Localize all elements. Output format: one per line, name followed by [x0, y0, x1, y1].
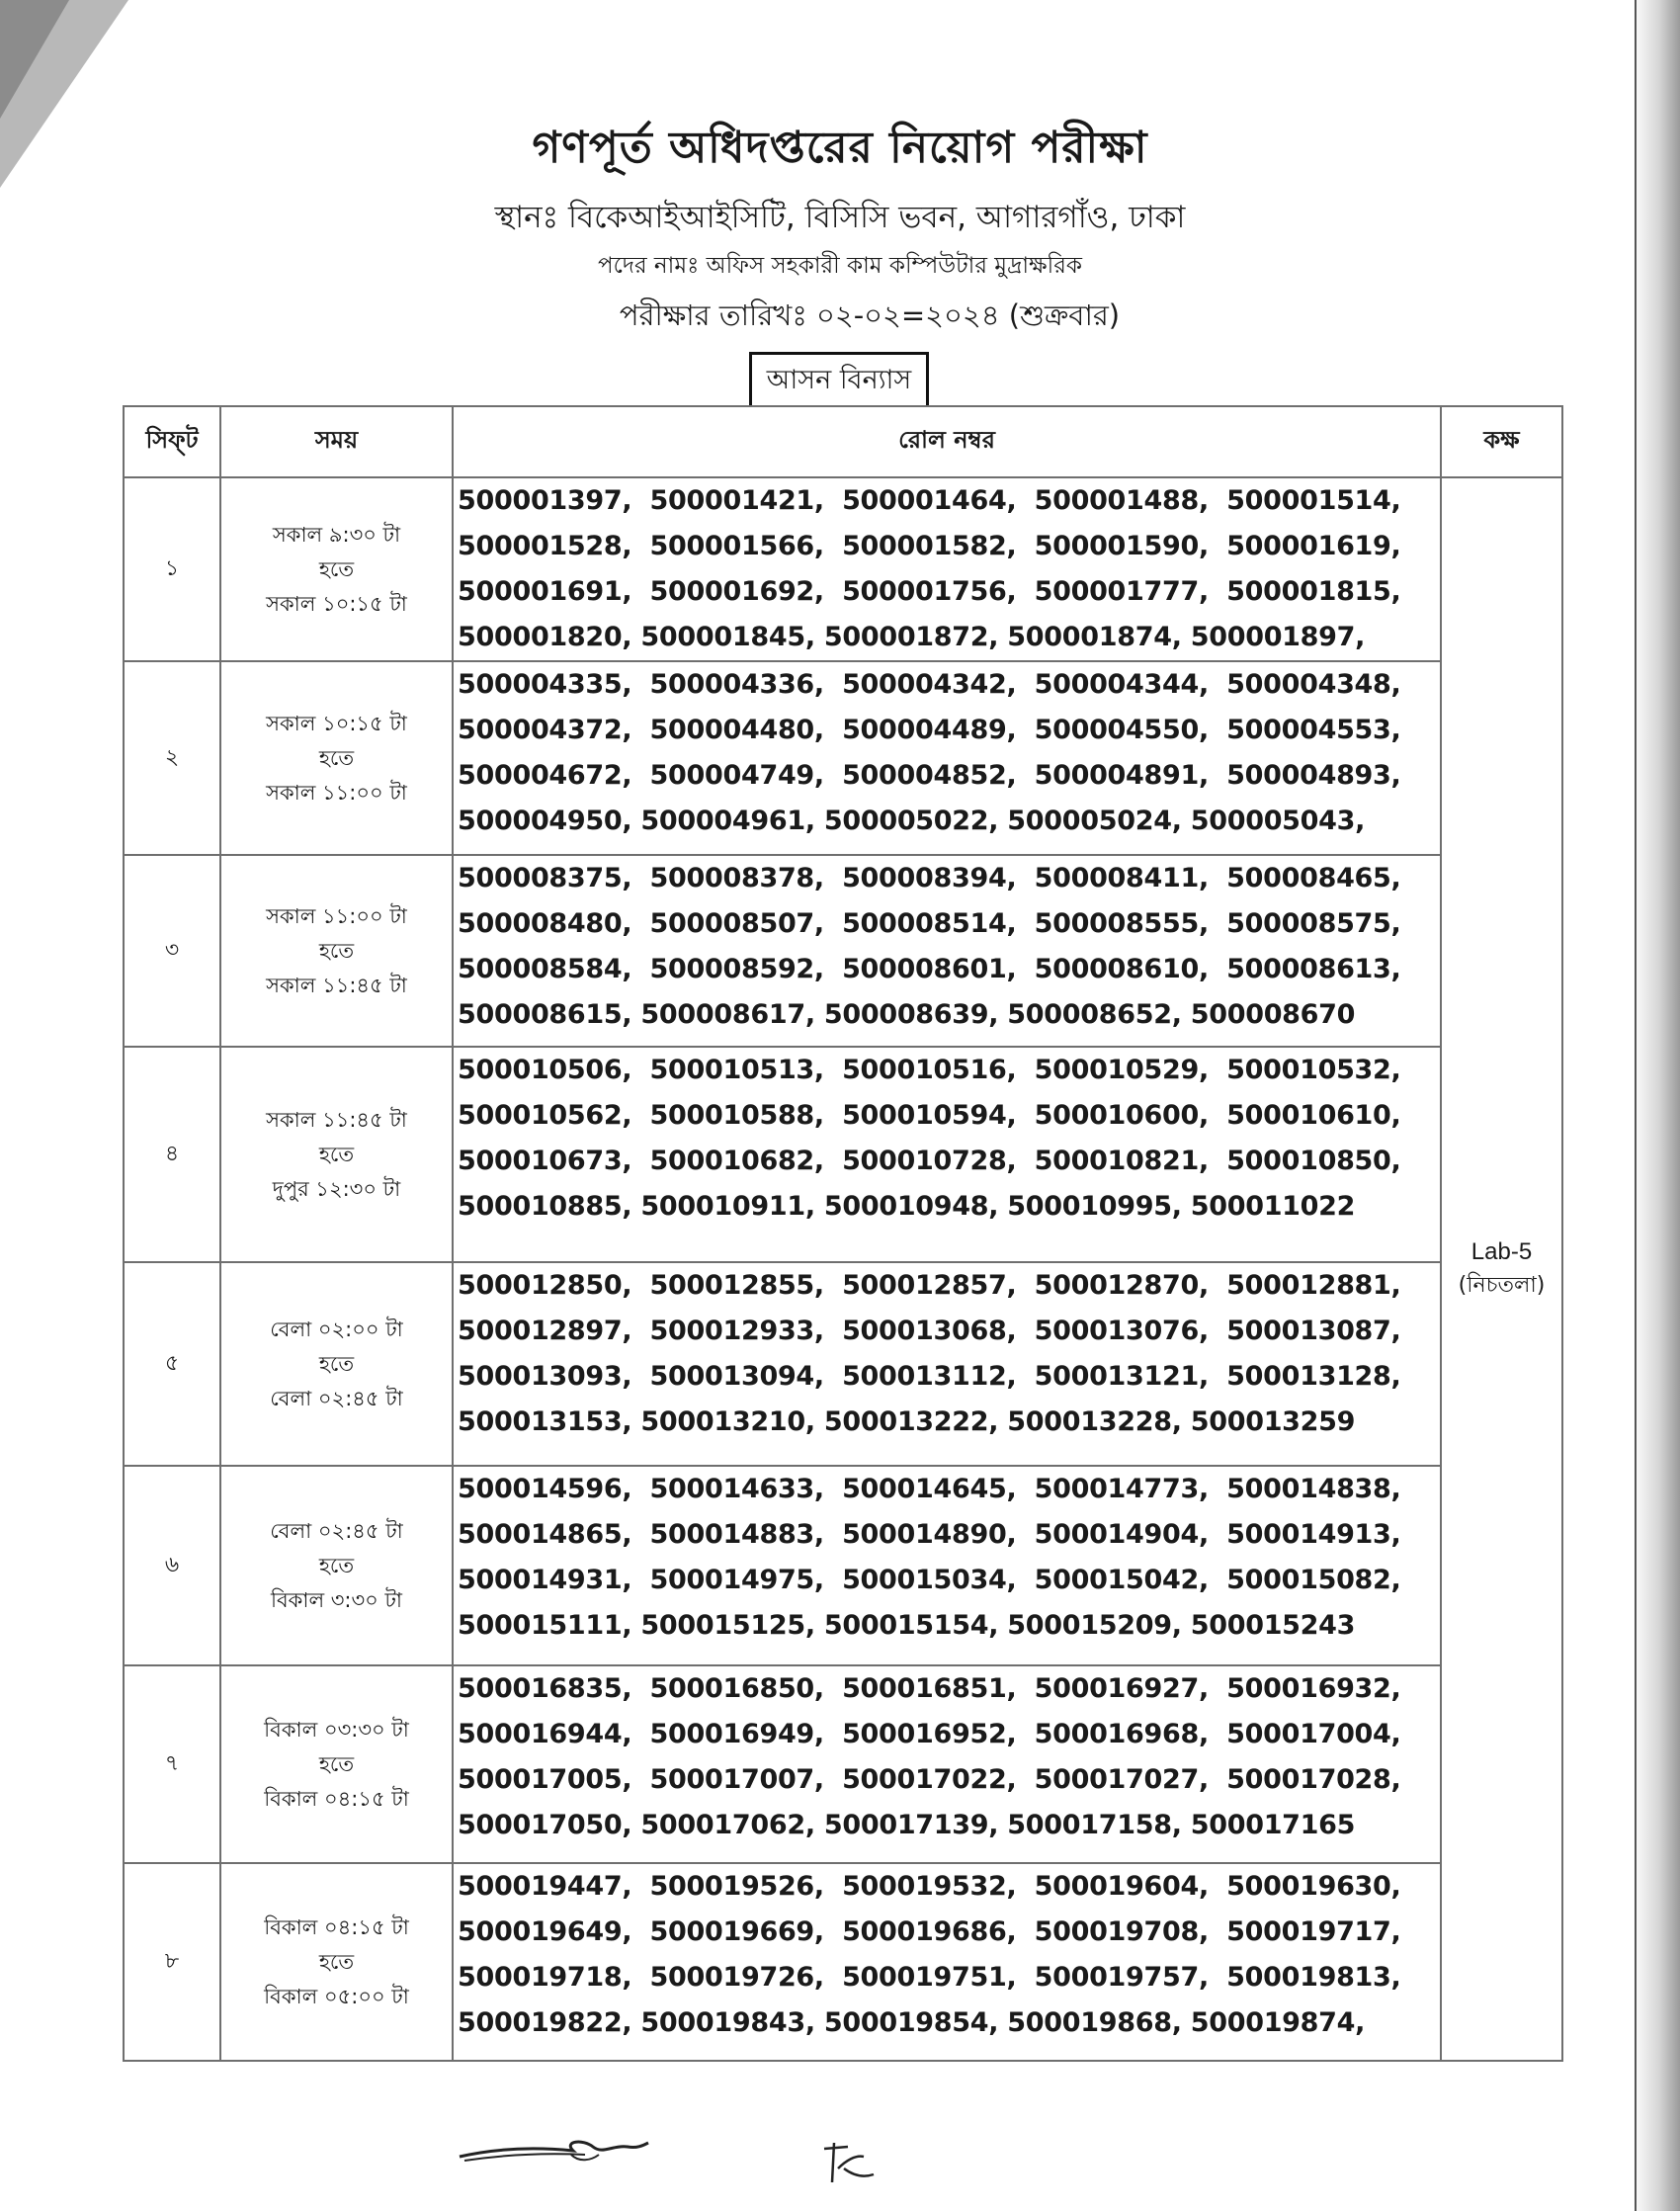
time-from: বেলা ০২:৪৫ টা — [270, 1518, 403, 1543]
time-mid: হতে — [318, 556, 355, 581]
roll-number-line: 500008480, 500008507, 500008514, 500008555, 500008575, — [458, 908, 1401, 939]
time-mid: হতে — [318, 1553, 355, 1577]
column-header-shift: সিফ্‌ট — [124, 406, 220, 477]
table-row — [124, 1863, 1562, 2061]
document-title: গণপূর্ত অধিদপ্তরের নিয়োগ পরীক্ষা — [532, 123, 1148, 173]
shift-time — [220, 1047, 453, 1262]
time-from: বেলা ০২:০০ টা — [270, 1317, 403, 1341]
roll-number-line: 500014931, 500014975, 500015034, 500015042, 500015082, — [458, 1565, 1401, 1595]
roll-number-line: 500014865, 500014883, 500014890, 500014904, 500014913, — [458, 1519, 1401, 1550]
room-floor: (নিচতলা) — [1458, 1273, 1546, 1298]
time-from: সকাল ১০:১৫ টা — [266, 711, 407, 735]
time-to: সকাল ১০:১৫ টা — [266, 591, 407, 616]
time-mid: হতে — [318, 938, 355, 963]
shift-time — [220, 1466, 453, 1665]
time-from: সকাল ১১:০০ টা — [266, 903, 407, 928]
shift-number: ২ — [124, 661, 220, 855]
shift-number: ৭ — [124, 1665, 220, 1863]
time-mid: হতে — [318, 1351, 355, 1376]
shift-number: ৮ — [124, 1863, 220, 2061]
shift-number: ৪ — [124, 1047, 220, 1262]
roll-number-line: 500019649, 500019669, 500019686, 500019708, 500019717, — [458, 1916, 1401, 1947]
roll-number-line: 500004672, 500004749, 500004852, 500004891, 500004893, — [458, 760, 1401, 791]
roll-number-line: 500019447, 500019526, 500019532, 500019604, 500019630, — [458, 1871, 1401, 1902]
roll-number-line: 500019822, 500019843, 500019854, 500019868, 500019874, — [458, 2007, 1366, 2038]
shift-number: ১ — [124, 477, 220, 661]
roll-number-line: 500014596, 500014633, 500014645, 500014773, 500014838, — [458, 1474, 1401, 1504]
shift-time — [220, 1262, 453, 1466]
document-header — [0, 119, 1680, 334]
room-cell — [1441, 477, 1562, 2061]
shift-time — [220, 661, 453, 855]
roll-number-line: 500010562, 500010588, 500010594, 500010600, 500010610, — [458, 1100, 1401, 1131]
table-row — [124, 1466, 1562, 1665]
roll-number-line: 500001691, 500001692, 500001756, 500001777, 500001815, — [458, 576, 1401, 607]
roll-number-line: 500008375, 500008378, 500008394, 500008411, 500008465, — [458, 863, 1401, 893]
roll-number-line: 500013153, 500013210, 500013222, 500013228, 500013259 — [458, 1406, 1356, 1437]
time-mid: হতে — [318, 1751, 355, 1776]
time-to: বিকাল ০৫:০০ টা — [264, 1984, 409, 2008]
roll-number-line: 500017050, 500017062, 500017139, 500017158, 500017165 — [458, 1810, 1356, 1840]
roll-number-line: 500012850, 500012855, 500012857, 500012870, 500012881, — [458, 1270, 1401, 1301]
roll-number-line: 500016835, 500016850, 500016851, 500016927, 500016932, — [458, 1673, 1401, 1704]
roll-numbers — [453, 1665, 1441, 1863]
roll-number-line: 500001528, 500001566, 500001582, 500001590, 500001619, — [458, 531, 1401, 561]
exam-venue: স্থানঃ বিকেআইআইসিটি, বিসিসি ভবন, আগারগাঁও, ঢাকা — [494, 200, 1186, 235]
time-to: সকাল ১১:৪৫ টা — [266, 973, 407, 997]
seat-plan-table — [123, 405, 1563, 2062]
roll-numbers — [453, 1047, 1441, 1262]
column-header-time: সময় — [220, 406, 453, 477]
shift-time — [220, 1665, 453, 1863]
time-from: সকাল ১১:৪৫ টা — [266, 1107, 407, 1132]
time-to: বিকাল ৩:৩০ টা — [270, 1587, 403, 1612]
table-row — [124, 1262, 1562, 1466]
signature-2 — [820, 2135, 889, 2194]
time-from: সকাল ৯:৩০ টা — [272, 522, 401, 547]
roll-number-line: 500015111, 500015125, 500015154, 500015209, 500015243 — [458, 1610, 1356, 1641]
table-row — [124, 661, 1562, 855]
table-row — [124, 855, 1562, 1047]
shift-number: ৩ — [124, 855, 220, 1047]
roll-number-line: 500017005, 500017007, 500017022, 500017027, 500017028, — [458, 1764, 1401, 1795]
roll-number-line: 500010506, 500010513, 500010516, 500010529, 500010532, — [458, 1055, 1401, 1085]
table-row — [124, 1047, 1562, 1262]
roll-numbers — [453, 477, 1441, 661]
roll-number-line: 500004372, 500004480, 500004489, 500004550, 500004553, — [458, 715, 1401, 745]
time-to: বিকাল ০৪:১৫ টা — [264, 1786, 409, 1811]
roll-numbers — [453, 1466, 1441, 1665]
roll-number-line: 500001397, 500001421, 500001464, 500001488, 500001514, — [458, 485, 1401, 516]
time-mid: হতে — [318, 745, 355, 770]
roll-number-line: 500010885, 500010911, 500010948, 500010995, 500011022 — [458, 1191, 1356, 1222]
time-to: দুপুর ১২:৩০ টা — [272, 1176, 401, 1201]
roll-number-line: 500008615, 500008617, 500008639, 500008652, 500008670 — [458, 999, 1356, 1030]
roll-number-line: 500012897, 500012933, 500013068, 500013076, 500013087, — [458, 1316, 1401, 1346]
roll-number-line: 500001820, 500001845, 500001872, 500001874, 500001897, — [458, 622, 1366, 652]
room-lab: Lab-5 — [1470, 1238, 1533, 1265]
post-name: পদের নামঃ অফিস সহকারী কাম কম্পিউটার মুদ্রাক্ষরিক — [598, 253, 1082, 279]
time-mid: হতে — [318, 1142, 355, 1166]
table-row — [124, 1665, 1562, 1863]
time-to: সকাল ১১:০০ টা — [266, 780, 407, 805]
exam-date: পরীক্ষার তারিখঃ ০২-০২=২০২৪ (শুক্রবার) — [619, 298, 1121, 332]
roll-numbers — [453, 855, 1441, 1047]
time-from: বিকাল ০৩:৩০ টা — [264, 1717, 409, 1742]
roll-numbers — [453, 661, 1441, 855]
shift-number: ৬ — [124, 1466, 220, 1665]
table-header-row — [124, 406, 1562, 477]
folded-corner-shadow — [0, 0, 69, 119]
shift-time — [220, 1863, 453, 2061]
roll-number-line: 500004950, 500004961, 500005022, 500005024, 500005043, — [458, 806, 1366, 836]
table-row — [124, 477, 1562, 661]
column-header-room: কক্ষ — [1441, 406, 1562, 477]
roll-numbers — [453, 1262, 1441, 1466]
time-mid: হতে — [318, 1949, 355, 1974]
roll-numbers — [453, 1863, 1441, 2061]
time-to: বেলা ০২:৪৫ টা — [270, 1386, 403, 1410]
roll-number-line: 500016944, 500016949, 500016952, 500016968, 500017004, — [458, 1719, 1401, 1749]
shift-time — [220, 855, 453, 1047]
shift-time — [220, 477, 453, 661]
roll-number-line: 500013093, 500013094, 500013112, 500013121, 500013128, — [458, 1361, 1401, 1392]
roll-number-line: 500019718, 500019726, 500019751, 500019757, 500019813, — [458, 1962, 1401, 1993]
shift-number: ৫ — [124, 1262, 220, 1466]
roll-number-line: 500010673, 500010682, 500010728, 500010821, 500010850, — [458, 1146, 1401, 1176]
signature-1 — [455, 2125, 652, 2174]
seat-plan-label: আসন বিন্যাস — [749, 352, 929, 409]
column-header-roll-number: রোল নম্বর — [453, 406, 1441, 477]
roll-number-line: 500008584, 500008592, 500008601, 500008610, 500008613, — [458, 954, 1401, 984]
roll-number-line: 500004335, 500004336, 500004342, 500004344, 500004348, — [458, 669, 1401, 700]
time-from: বিকাল ০৪:১৫ টা — [264, 1914, 409, 1939]
